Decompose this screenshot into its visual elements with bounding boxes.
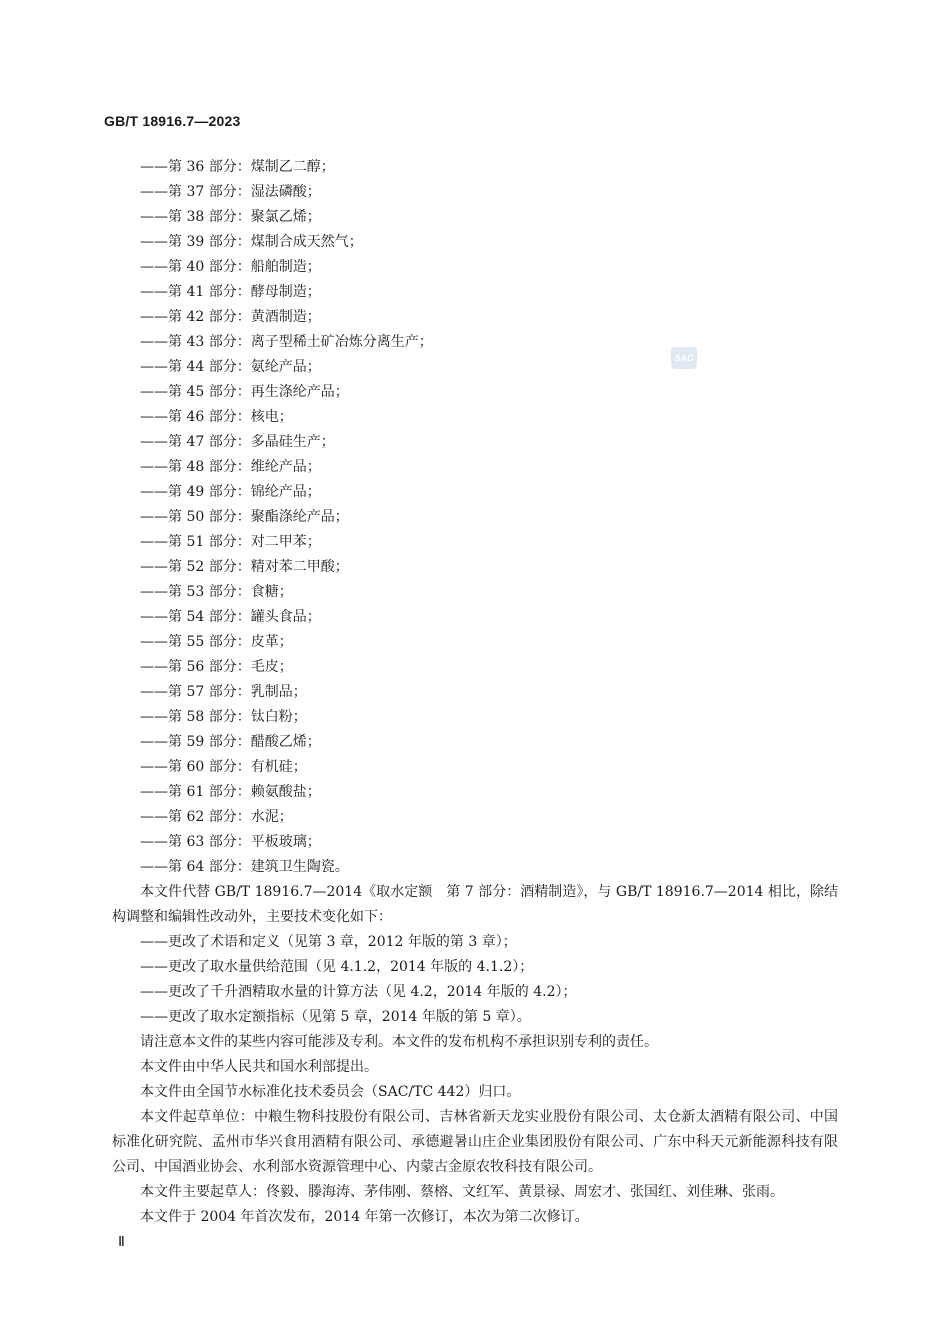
parts-list-item: ——第 37 部分：湿法磷酸； bbox=[140, 184, 321, 200]
parts-list-item: ——第 48 部分：维纶产品； bbox=[140, 459, 321, 475]
drafters: 本文件主要起草人：佟毅、滕海涛、茅伟刚、蔡榕、文红军、黄景禄、周宏才、张国红、刘佳琳、张雨。 bbox=[140, 1184, 784, 1200]
parts-list-item: ——第 40 部分：船舶制造； bbox=[140, 259, 321, 275]
technical-changes-list bbox=[112, 930, 838, 1030]
change-item: ——更改了取水定额指标（见第 5 章，2014 年版的第 5 章）。 bbox=[140, 1009, 531, 1025]
parts-list-item: ——第 51 部分：对二甲苯； bbox=[140, 534, 321, 550]
parts-list-item: ——第 39 部分：煤制合成天然气； bbox=[140, 234, 363, 250]
parts-list-item: ——第 45 部分：再生涤纶产品； bbox=[140, 384, 349, 400]
parts-list-item: ——第 47 部分：多晶硅生产； bbox=[140, 434, 335, 450]
foreword-body bbox=[112, 880, 838, 1230]
parts-list-item: ——第 36 部分：煤制乙二醇； bbox=[140, 159, 335, 175]
parts-list bbox=[140, 155, 433, 880]
parts-list-item: ——第 52 部分：精对苯二甲酸； bbox=[140, 559, 349, 575]
parts-list-item: ——第 62 部分：水泥； bbox=[140, 809, 293, 825]
parts-list-item: ——第 58 部分：钛白粉； bbox=[140, 709, 307, 725]
parts-list-item: ——第 54 部分：罐头食品； bbox=[140, 609, 321, 625]
parts-list-item: ——第 44 部分：氨纶产品； bbox=[140, 359, 321, 375]
parts-list-item: ——第 46 部分：核电； bbox=[140, 409, 293, 425]
change-item: ——更改了术语和定义（见第 3 章，2012 年版的第 3 章）； bbox=[140, 934, 517, 950]
change-item: ——更改了取水量供给范围（见 4.1.2，2014 年版的 4.1.2）； bbox=[140, 959, 534, 975]
parts-list-item: ——第 64 部分：建筑卫生陶瓷。 bbox=[140, 859, 349, 875]
publication-history: 本文件于 2004 年首次发布，2014 年第一次修订，本次为第二次修订。 bbox=[140, 1209, 589, 1225]
patent-notice: 请注意本文件的某些内容可能涉及专利。本文件的发布机构不承担识别专利的责任。 bbox=[140, 1034, 658, 1050]
proposed-by: 本文件由中华人民共和国水利部提出。 bbox=[140, 1059, 378, 1075]
parts-list-item: ——第 56 部分：毛皮； bbox=[140, 659, 293, 675]
change-item: ——更改了千升酒精取水量的计算方法（见 4.2，2014 年版的 4.2）； bbox=[140, 984, 577, 1000]
replacement-paragraph: 本文件代替 GB/T 18916.7—2014《取水定额 第 7 部分：酒精制造》，与 GB/T 18916.7—2014 相比，除结构调整和编辑性改动外，主要技术变化如下： bbox=[112, 884, 838, 925]
managed-by: 本文件由全国节水标准化技术委员会（SAC/TC 442）归口。 bbox=[140, 1084, 521, 1100]
drafting-units: 本文件起草单位：中粮生物科技股份有限公司、吉林省新天龙实业股份有限公司、太仓新太酒精有限公司、中国标准化研究院、孟州市华兴食用酒精有限公司、承德避暑山庄企业集团股份有限公司、广东中科天元新能源科技有限公司、中国酒业协会、水利部水资源管理中心、内蒙古金原农牧科技有限公司。 bbox=[112, 1109, 838, 1175]
parts-list-item: ——第 55 部分：皮革； bbox=[140, 634, 293, 650]
parts-list-item: ——第 63 部分：平板玻璃； bbox=[140, 834, 321, 850]
parts-list-item: ——第 61 部分：赖氨酸盐； bbox=[140, 784, 321, 800]
parts-list-item: ——第 42 部分：黄酒制造； bbox=[140, 309, 321, 325]
parts-list-item: ——第 43 部分：离子型稀土矿冶炼分离生产； bbox=[140, 334, 433, 350]
parts-list-item: ——第 49 部分：锦纶产品； bbox=[140, 484, 321, 500]
parts-list-item: ——第 50 部分：聚酯涤纶产品； bbox=[140, 509, 349, 525]
parts-list-item: ——第 60 部分：有机硅； bbox=[140, 759, 307, 775]
page-number: Ⅱ bbox=[118, 1235, 125, 1250]
parts-list-item: ——第 41 部分：酵母制造； bbox=[140, 284, 321, 300]
parts-list-item: ——第 38 部分：聚氯乙烯； bbox=[140, 209, 321, 225]
parts-list-item: ——第 59 部分：醋酸乙烯； bbox=[140, 734, 321, 750]
sac-watermark-logo: SAC bbox=[671, 347, 697, 369]
standard-code-header: GB/T 18916.7—2023 bbox=[104, 113, 241, 129]
parts-list-item: ——第 53 部分：食糖； bbox=[140, 584, 293, 600]
parts-list-item: ——第 57 部分：乳制品； bbox=[140, 684, 307, 700]
